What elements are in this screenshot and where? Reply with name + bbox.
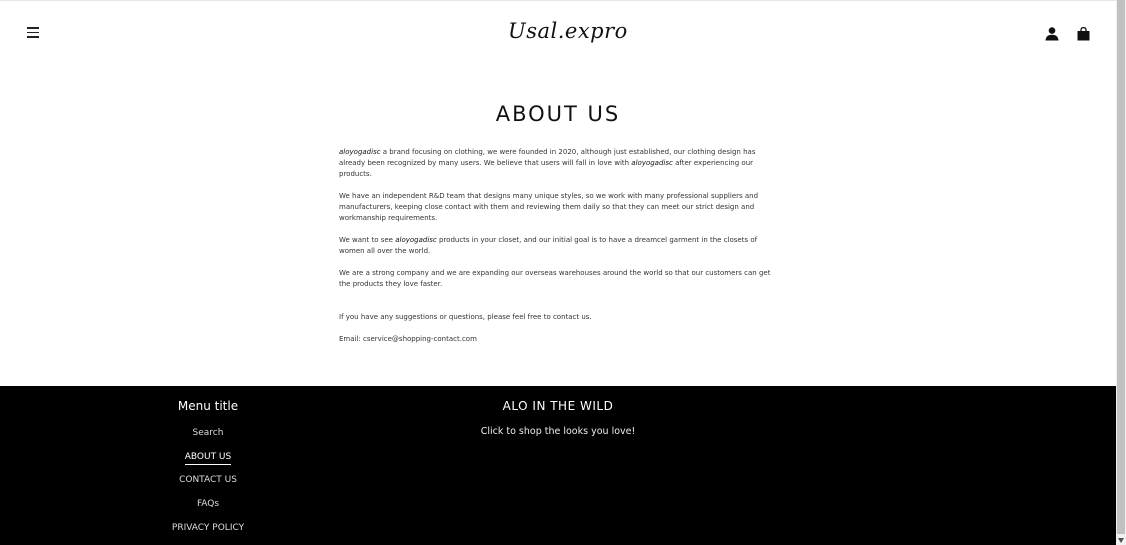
footer-link-search[interactable] xyxy=(108,426,308,450)
goal-text-b: products in your closet, and our initial goal is to have a dreamcel garment in the closets of women all over the world. xyxy=(339,236,758,255)
logo-text: Usal.expro xyxy=(508,19,628,43)
footer-link-faqs[interactable] xyxy=(108,497,308,521)
footer-links xyxy=(108,426,308,544)
brand-name: aloyogadisc xyxy=(339,148,381,156)
goal-text-a: We want to see xyxy=(339,236,396,244)
intro-paragraph xyxy=(339,147,779,180)
footer-promo-title: ALO IN THE WILD xyxy=(502,399,614,413)
scroll-down-arrow-icon[interactable] xyxy=(1118,538,1124,543)
footer-menu-title: Menu title xyxy=(177,399,239,413)
footer-link-contact-us[interactable] xyxy=(108,473,308,497)
site-header xyxy=(0,0,1116,66)
shopping-bag-icon[interactable] xyxy=(1077,26,1090,40)
footer-link-label: Search xyxy=(192,428,224,438)
contact-paragraph: If you have any suggestions or questions, please feel free to contact us. xyxy=(339,313,592,321)
intro-text-b: after experiencing our products. xyxy=(339,159,754,178)
footer-promo-link[interactable]: Click to shop the looks you love! xyxy=(480,426,636,437)
brand-name: aloyogadisc xyxy=(631,159,673,167)
footer-link-label: CONTACT US xyxy=(179,475,237,486)
site-footer xyxy=(0,386,1116,545)
intro-text-a: a brand focusing on clothing, we were founded in 2020, although just established, our clothing design has already been recognized by many users. We believe that users will fall in love with xyxy=(339,148,756,167)
company-paragraph: We are a strong company and we are expanding our overseas warehouses around the world so that our customers can get the products they love faster. xyxy=(339,269,771,288)
rnd-paragraph: We have an independent R&D team that designs many unique styles, so we work with many professional suppliers and manufacturers, keeping close contact with them and reviewing them daily so that they can meet our strict design and workmanship requirements. xyxy=(339,192,759,222)
footer-link-label: PRIVACY POLICY xyxy=(171,522,245,533)
brand-name: aloyogadisc xyxy=(395,236,437,244)
footer-link-privacy-policy[interactable] xyxy=(108,521,308,545)
scrollbar-thumb[interactable] xyxy=(1117,0,1125,534)
contact-email[interactable]: Email: cservice@shopping-contact.com xyxy=(339,335,477,343)
user-account-icon[interactable] xyxy=(1045,26,1059,40)
footer-link-about-us[interactable] xyxy=(108,450,308,474)
vertical-scrollbar[interactable] xyxy=(1116,0,1126,545)
page-title: ABOUT US xyxy=(495,102,621,126)
site-logo[interactable] xyxy=(508,19,628,49)
footer-link-label: FAQs xyxy=(196,499,220,510)
goal-paragraph xyxy=(339,235,779,257)
about-content xyxy=(339,147,779,356)
footer-link-label: ABOUT US xyxy=(185,452,232,465)
hamburger-menu-icon[interactable] xyxy=(27,27,39,38)
